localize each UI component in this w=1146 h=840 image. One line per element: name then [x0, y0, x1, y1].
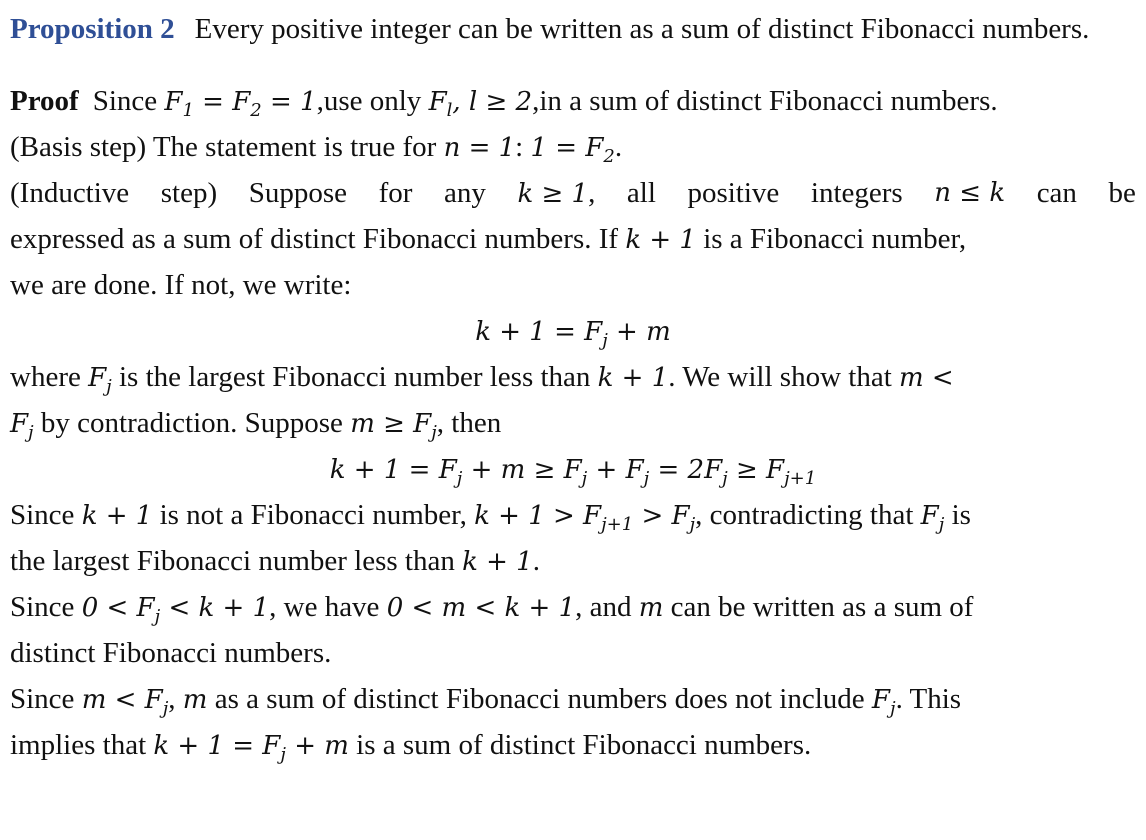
text-run: ,in a sum of distinct Fibonacci numbers.	[532, 85, 998, 117]
math-expression	[530, 133, 615, 167]
math-symbol: , l ≥ 2	[452, 87, 533, 117]
text-run: .	[614, 131, 623, 163]
word: integers	[810, 177, 903, 209]
proof-line-13	[10, 722, 1136, 768]
math-expression: k + 1	[625, 225, 696, 255]
math-symbol: = 1	[261, 87, 317, 117]
math-expression	[475, 317, 671, 351]
math-symbol: k ≥ 1	[517, 179, 589, 209]
word: step)	[160, 177, 218, 209]
math-subscript: j+1	[601, 514, 634, 535]
math-subscript: 1	[182, 100, 194, 121]
text-run: . We will show that	[668, 361, 900, 393]
proof-line-10	[10, 584, 1136, 630]
math-subscript: j	[431, 422, 437, 443]
math-symbol: + F	[587, 455, 644, 485]
text-run: ,use only	[316, 85, 429, 117]
math-symbol: > F	[633, 501, 690, 531]
math-expression	[871, 685, 896, 719]
math-subscript: j	[456, 468, 463, 489]
text-run: is a Fibonacci number,	[695, 223, 967, 255]
math-subscript: j	[889, 698, 896, 719]
math-symbol: F	[10, 409, 29, 439]
math-subscript: j	[643, 468, 650, 489]
math-subscript: 2	[603, 146, 615, 167]
word: ,	[588, 177, 596, 209]
text-run: is	[944, 499, 971, 531]
word: all	[626, 177, 656, 209]
text-run: , and	[575, 591, 639, 623]
math-symbol: = F	[193, 87, 251, 117]
math-symbol: + m	[607, 317, 671, 347]
math-symbol: 1 = F	[530, 133, 604, 163]
proposition-label: Proposition 2	[10, 13, 175, 45]
text-run: where	[10, 361, 89, 393]
text-run: .	[532, 545, 540, 577]
math-expression	[81, 593, 270, 627]
word: positive	[687, 177, 780, 209]
proof-line-3	[10, 170, 1136, 216]
math-subscript: j	[722, 468, 728, 489]
proof-line-6	[10, 354, 1136, 400]
math-symbol: < k + 1	[160, 593, 270, 623]
proof-line-7	[10, 400, 1136, 446]
math-subscript: j	[581, 468, 588, 489]
text-run: implies that	[10, 729, 154, 761]
math-expression	[81, 685, 169, 719]
word: Suppose	[248, 177, 347, 209]
math-symbol: + m	[285, 731, 349, 761]
math-expression: m <	[899, 363, 954, 393]
math-expression	[153, 731, 349, 765]
word: (Inductive	[10, 177, 130, 209]
math-symbol: F	[871, 685, 890, 715]
math-subscript: 2	[250, 100, 262, 121]
text-run: expressed as a sum of distinct Fibonacci numbers. If	[10, 223, 626, 255]
math-symbol: 0 < F	[81, 593, 155, 623]
math-expression	[350, 409, 437, 443]
math-subscript: l	[446, 100, 453, 121]
math-expression	[474, 501, 696, 535]
proposition-block	[10, 12, 1136, 52]
math-symbol: = 2F	[649, 455, 723, 485]
math-symbol: F	[88, 363, 107, 393]
math-expression: m	[638, 593, 664, 623]
math-expression	[920, 501, 945, 535]
display-equation-1	[10, 308, 1136, 354]
proof-line-8	[10, 492, 1136, 538]
text-run: is not a Fibonacci number,	[152, 499, 475, 531]
math-subscript: j	[154, 606, 161, 627]
proof-line-4	[10, 216, 1136, 262]
math-expression: k + 1	[81, 501, 153, 531]
math-expression	[428, 87, 533, 121]
text-run: as a sum of distinct Fibonacci numbers does not include	[207, 683, 872, 715]
math-symbol: F	[428, 87, 447, 117]
proof-block	[10, 78, 1136, 768]
math-expression: k + 1	[597, 363, 669, 393]
math-symbol: k + 1 = F	[153, 731, 281, 761]
proof-line-5: we are done. If not, we write:	[10, 269, 352, 301]
text-run: , then	[436, 407, 502, 439]
word: any	[443, 177, 486, 209]
math-subscript: j	[602, 330, 608, 351]
math-expression	[88, 363, 112, 397]
math-expression	[517, 170, 595, 216]
math-symbol: ≥ F	[727, 455, 785, 485]
math-expression	[164, 87, 317, 121]
text-run: by contradiction. Suppose	[33, 407, 351, 439]
math-expression: m	[182, 685, 208, 715]
math-symbol: m ≥ F	[350, 409, 432, 439]
math-subscript: j+1	[784, 468, 817, 489]
text-run: , we have	[269, 591, 387, 623]
proof-line-12	[10, 676, 1136, 722]
math-symbol: + m ≥ F	[462, 455, 582, 485]
text-run: Since	[92, 85, 165, 117]
proof-line-11: distinct Fibonacci numbers.	[10, 637, 332, 669]
text-run: Since	[10, 591, 82, 623]
proposition-statement: Every positive integer can be written as a sum of distinct Fibonacci numbers.	[194, 13, 1090, 45]
math-expression: n ≤ k	[934, 178, 1006, 208]
word: can	[1036, 177, 1077, 209]
math-symbol: F	[920, 501, 939, 531]
math-symbol: F	[164, 87, 183, 117]
proof-label: Proof	[10, 85, 79, 117]
text-run: , contradicting that	[695, 499, 921, 531]
math-symbol: m < F	[81, 685, 163, 715]
math-symbol: k + 1 = F	[329, 455, 457, 485]
proof-line-2	[10, 124, 1136, 170]
math-subscript: j	[689, 514, 696, 535]
document-page	[10, 12, 1136, 768]
math-subscript: j	[162, 698, 169, 719]
text-run: (Basis step) The statement is true for	[10, 131, 444, 163]
text-run: is a sum of distinct Fibonacci numbers.	[348, 729, 812, 761]
math-symbol: k + 1 > F	[474, 501, 602, 531]
text-run: can be written as a sum of	[663, 591, 974, 623]
math-expression: n = 1	[443, 133, 516, 163]
text-run: :	[515, 131, 531, 163]
word: be	[1108, 177, 1136, 209]
text-run: ,	[168, 683, 183, 715]
proof-line-1	[10, 78, 1136, 124]
text-run: Since	[10, 499, 82, 531]
text-run: is the largest Fibonacci number less than	[111, 361, 598, 393]
display-equation-2	[10, 446, 1136, 492]
text-run: . This	[895, 683, 962, 715]
math-expression	[329, 455, 817, 489]
text-run: the largest Fibonacci number less than	[10, 545, 463, 577]
word: for	[378, 177, 413, 209]
math-symbol: k + 1 = F	[475, 317, 603, 347]
math-expression: k + 1	[462, 547, 533, 577]
proof-line-9	[10, 538, 1136, 584]
math-subscript: j	[280, 744, 286, 765]
math-expression	[10, 409, 34, 443]
text-run: Since	[10, 683, 82, 715]
math-subscript: j	[938, 514, 945, 535]
math-subscript: j	[106, 376, 112, 397]
math-expression: 0 < m < k + 1	[386, 593, 576, 623]
math-subscript: j	[28, 422, 34, 443]
